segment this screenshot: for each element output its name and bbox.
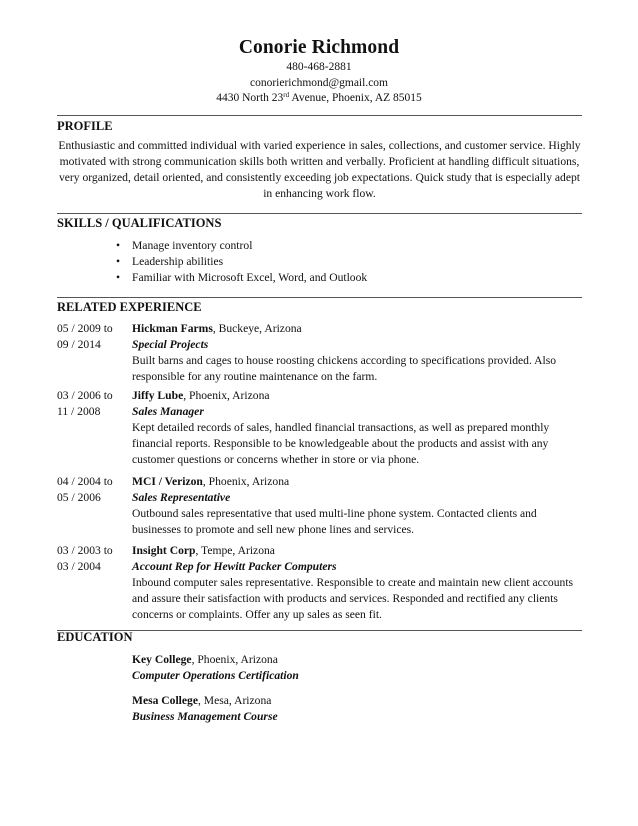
job-employer: MCI / Verizon: [132, 475, 203, 488]
skill-text: Manage inventory control: [132, 239, 253, 252]
job-description: Inbound computer sales representative. Responsible to create and maintain new client accounts and assure their satisfaction with products and services. Responded and rectified any clients concerns or complaints. Offer any up sales as seen fit.: [132, 576, 574, 621]
job-employer-line: [132, 321, 580, 337]
contact-address: [0, 92, 638, 104]
heading-skills: SKILLS / QUALIFICATIONS: [57, 216, 222, 230]
job-dates: [57, 543, 113, 575]
job-title: Special Projects: [132, 338, 209, 351]
job-entry: [132, 388, 580, 468]
skill-text: Leadership abilities: [132, 255, 224, 268]
job-employer: Hickman Farms: [132, 322, 213, 335]
contact-email: conorierichmond@gmail.com: [249, 77, 388, 89]
job-title: Sales Manager: [132, 405, 204, 418]
bullet-icon: •: [116, 271, 121, 284]
heading-profile: PROFILE: [57, 119, 113, 133]
job-entry: [132, 474, 580, 538]
job-employer-line: [132, 474, 580, 490]
job-entry: [132, 543, 580, 623]
school-line: [132, 693, 278, 709]
address-start: 4430 North 23: [216, 92, 284, 104]
school-name: Key College: [132, 653, 192, 666]
job-title: Account Rep for Hewitt Packer Computers: [132, 560, 337, 573]
job-employer: Jiffy Lube: [132, 389, 184, 402]
job-end: 05 / 2006: [57, 491, 101, 504]
profile-text: Enthusiastic and committed individual with varied experience in sales, collections, and customer service. Highly motivated with strong communication skills both written and verbally. Proficient at handling difficult situations, very organized, detail oriented, and consistently exceeding job expectations. Quick study that is especially adept in enhancing work flow.: [58, 139, 581, 200]
divider-experience: [57, 297, 582, 298]
skill-item: [116, 238, 367, 254]
address-ordinal: rd: [283, 91, 290, 99]
job-entry: [132, 321, 580, 385]
job-start: 05 / 2009 to: [57, 322, 113, 335]
divider-skills: [57, 213, 582, 214]
school-location: , Phoenix, Arizona: [191, 653, 278, 666]
heading-experience: RELATED EXPERIENCE: [57, 300, 202, 314]
address-end: Avenue, Phoenix, AZ 85015: [289, 92, 422, 104]
job-location: , Tempe, Arizona: [195, 544, 275, 557]
job-dates: [57, 321, 113, 353]
job-location: , Phoenix, Arizona: [202, 475, 290, 488]
skill-item: [116, 270, 367, 286]
job-dates: [57, 474, 113, 506]
job-end: 09 / 2014: [57, 338, 101, 351]
job-description: Outbound sales representative that used multi-line phone system. Contacted clients and businesses to promote and sell new phone lines and services.: [132, 507, 537, 536]
divider-profile: [57, 115, 582, 116]
job-employer: Insight Corp: [132, 544, 196, 557]
job-description: Built barns and cages to house roosting chickens according to specifications provided. Also responsible for any routine maintenance on the farm.: [132, 354, 557, 383]
school-program: Business Management Course: [132, 710, 278, 723]
job-location: , Buckeye, Arizona: [212, 322, 302, 335]
school-location: , Mesa, Arizona: [198, 694, 272, 707]
school-program: Computer Operations Certification: [132, 669, 299, 682]
contact-phone: 480-468-2881: [286, 61, 352, 73]
job-dates: [57, 388, 113, 420]
job-start: 03 / 2003 to: [57, 544, 113, 557]
skill-item: [116, 254, 367, 270]
bullet-icon: •: [116, 239, 121, 252]
education-entry: [132, 652, 299, 684]
skill-text: Familiar with Microsoft Excel, Word, and Outlook: [132, 271, 368, 284]
heading-education: EDUCATION: [57, 630, 133, 644]
job-title: Sales Representative: [132, 491, 231, 504]
job-end: 11 / 2008: [57, 405, 101, 418]
bullet-icon: •: [116, 255, 121, 268]
job-location: , Phoenix, Arizona: [183, 389, 270, 402]
resume-name: Conorie Richmond: [238, 37, 400, 58]
job-end: 03 / 2004: [57, 560, 101, 573]
school-line: [132, 652, 299, 668]
job-description: Kept detailed records of sales, handled financial transactions, as well as prepared monthly financial reports. Responsible to be knowledgeable about the products and assist with any customer questions or concerns whether in store or via phone.: [132, 421, 550, 466]
skills-list: [116, 238, 367, 286]
job-start: 03 / 2006 to: [57, 389, 113, 402]
job-start: 04 / 2004 to: [57, 475, 113, 488]
divider-education: [57, 630, 582, 631]
job-employer-line: [132, 388, 580, 404]
education-entry: [132, 693, 278, 725]
school-name: Mesa College: [132, 694, 198, 707]
job-employer-line: [132, 543, 580, 559]
